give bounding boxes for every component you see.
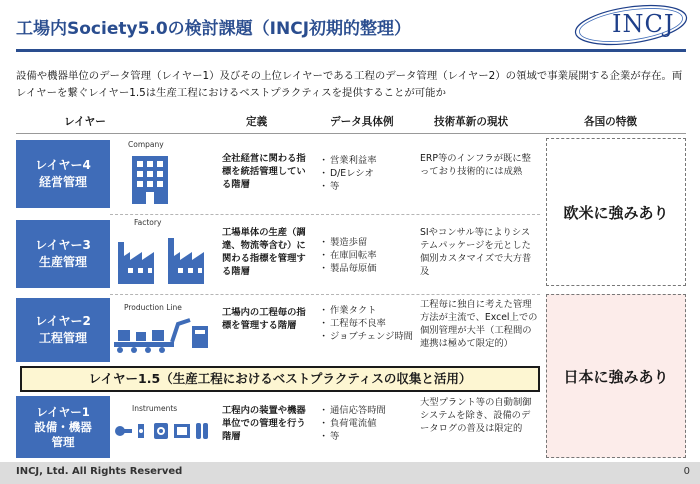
page-title: 工場内Society5.0の検討課題（INCJ初期的整理）: [16, 19, 412, 39]
intro-text: 設備や機器単位のデータ管理（レイヤー1）及びその上位レイヤーである工程のデータ管理（レイヤー2）の領域で事業展開する企業が存在。両レイヤーを繋ぐレイヤー1.5は生産工程におけるベストプラクティスを提供することが可能か: [16, 70, 683, 99]
page-number: 0: [683, 466, 690, 477]
factory-label: Factory: [134, 218, 162, 227]
layer1-subname-2: 管理: [51, 434, 75, 449]
region-west-box: [546, 138, 686, 286]
example-item: ・ 等: [320, 430, 420, 443]
layer2-examples: [320, 304, 420, 343]
example-item: ・ 等: [320, 180, 420, 193]
example-item: ・ D/Eレシオ: [320, 167, 420, 180]
example-item: ・ 工程毎不良率: [320, 317, 420, 330]
layer1-name: レイヤー1: [36, 404, 90, 419]
layer2-status: 工程毎に独自に考えた管理方法が主流で、Excel上での個別管理が大半（工程間の連携は極めて限定的）: [420, 299, 538, 349]
layer4-illustration: [110, 138, 210, 210]
layer1-status: 大型プラント等の自動制御システムを除き、設備のデータログの普及は限定的: [420, 397, 532, 434]
layer2-subname: 工程管理: [38, 331, 87, 345]
example-item: ・ 営業利益率: [320, 154, 420, 167]
layer3-name: レイヤー3: [35, 238, 91, 252]
layer2-definition: 工場内の工程毎の指標を管理する階層: [222, 307, 306, 331]
company-label: Company: [128, 140, 164, 149]
footer-bar: [0, 462, 700, 484]
layer4-subname: 経営管理: [38, 175, 87, 189]
header-examples: データ具体例: [330, 116, 394, 128]
layer1-5-band: レイヤー1.5（生産工程におけるベストプラクティスの収集と活用）: [20, 366, 540, 392]
header-regions: 各国の特徴: [584, 116, 637, 128]
layer3-status: SIやコンサル等によりシステムパッケージを元とした個別カスタマイズで大方普及: [420, 227, 532, 277]
header-definition: 定義: [246, 116, 268, 128]
layer3-definition: 工場単体の生産（調達、物流等含む）に関わる指標を管理する階層: [222, 227, 306, 277]
layer3-examples: [320, 236, 420, 275]
example-item: ・ 製造歩留: [320, 236, 420, 249]
footer-copyright: INCJ, Ltd. All Rights Reserved: [16, 466, 183, 477]
layer2-box: [16, 298, 110, 362]
layer1-subname: 設備・機器: [34, 419, 92, 434]
production-line-icon: [112, 316, 212, 358]
title-divider: [16, 49, 686, 52]
layer2-name: レイヤー2: [35, 314, 91, 328]
layer4-status: ERP等のインフラが既に整っており技術的には成熟: [420, 153, 531, 177]
layer3-box: [16, 220, 110, 288]
layer1-illustration: [110, 396, 210, 458]
incj-logo: [572, 4, 690, 46]
instruments-label: Instruments: [132, 404, 178, 413]
layer2-illustration: [110, 294, 210, 366]
example-item: ・ 通信応答時間: [320, 404, 420, 417]
region-japan-box: [546, 294, 686, 458]
layer1-examples: [320, 404, 420, 443]
example-item: ・ 作業タクト: [320, 304, 420, 317]
logo-text: INCJ: [612, 10, 675, 38]
example-item: ・ ジョブチェンジ時間: [320, 330, 420, 343]
instruments-icon: [114, 420, 214, 442]
layer1-box: [16, 396, 110, 458]
office-building-icon: [130, 154, 170, 206]
example-item: ・ 負荷電流値: [320, 417, 420, 430]
header-layer: レイヤー: [64, 116, 106, 128]
layer4-examples: [320, 154, 420, 193]
header-divider: [16, 133, 686, 134]
region-japan-label: 日本に強みあり: [563, 367, 669, 386]
production-line-label: Production Line: [124, 303, 182, 312]
layer4-name: レイヤー4: [35, 158, 91, 172]
example-item: ・ 製品毎原価: [320, 262, 420, 275]
layer3-subname: 生産管理: [38, 255, 87, 269]
layer4-box: [16, 140, 110, 208]
header-status: 技術革新の現状: [434, 116, 509, 128]
region-west-label: 欧米に強みあり: [563, 203, 669, 222]
layer3-illustration: [110, 214, 210, 294]
factory-icon: [116, 234, 212, 286]
layer4-definition: 全社経営に関わる指標を統括管理している階層: [222, 153, 306, 190]
example-item: ・ 在庫回転率: [320, 249, 420, 262]
layer1-definition: 工程内の装置や機器単位での管理を行う階層: [222, 405, 306, 442]
